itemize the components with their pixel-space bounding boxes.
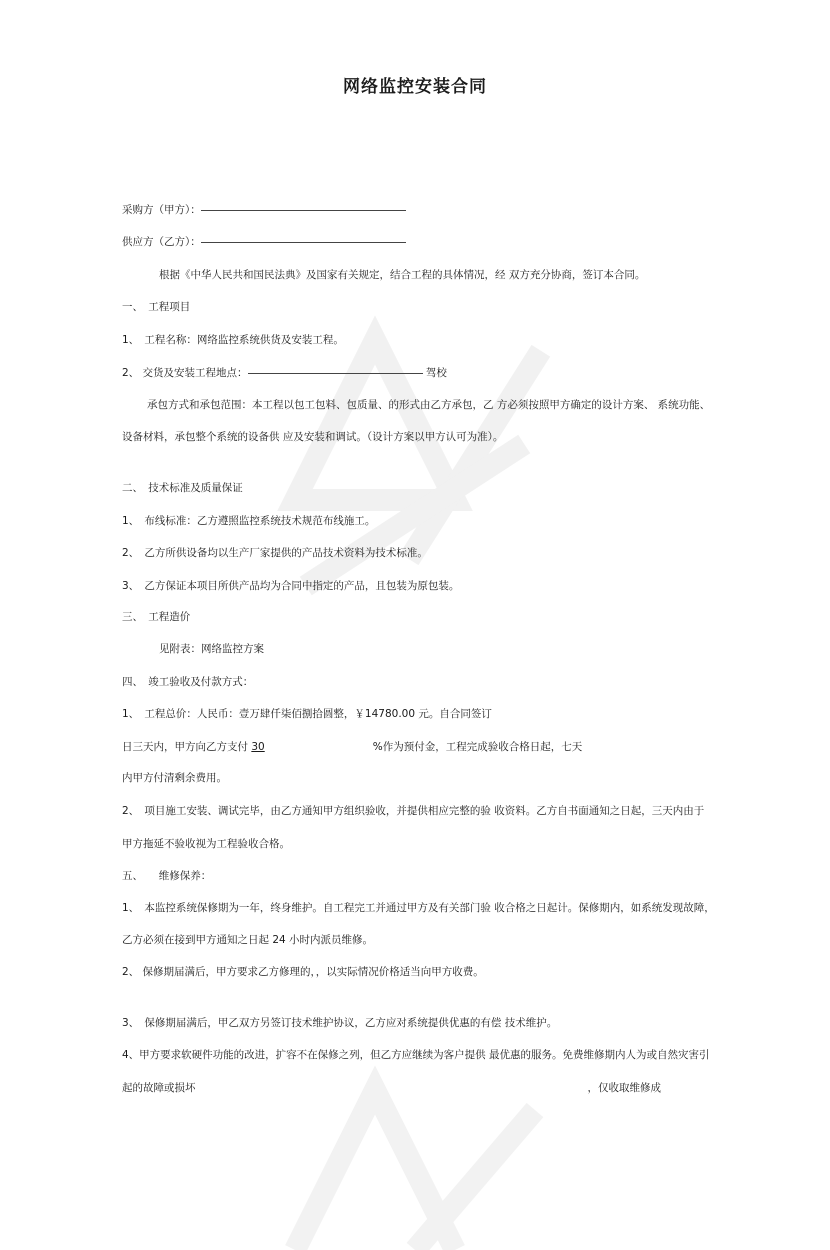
contract-title: 网络监控安装合同 [343,77,487,97]
party-a-label: 采购方（甲方）： [122,204,201,216]
section-5-item-4-line-2 [122,1081,661,1095]
damage-text-a: 起的故障或损坏 [122,1082,196,1094]
section-5-item-3: 3、 保修期届满后，甲乙双方另签订技术维护协议，乙方应对系统提供优惠的有偿 技术维护。 [122,1017,558,1029]
party-b-label: 供应方（乙方）： [122,236,201,248]
party-a-blank[interactable] [201,210,406,211]
party-b-blank[interactable] [201,242,406,243]
section-2-item-3: 3、 乙方保证本项目所供产品均为合同中指定的产品，且包装为原包装。 [122,580,460,592]
section-1-heading: 一、 工程项目 [122,301,191,313]
section-4-item-1-line-1: 1、 工程总价：人民币：壹万肆仟柒佰捌拾圆整，￥14780.00 元。自合同签订 [122,708,492,720]
section-5-heading: 五、 维修保养： [122,870,212,882]
location-label: 2、 交货及安装工程地点： [122,367,248,379]
section-3-attachment: 见附表：网络监控方案 [159,643,264,655]
intro-paragraph: 根据《中华人民共和国民法典》及国家有关规定，结合工程的具体情况，经 双方充分协商，签订本合同。 [159,269,646,281]
section-5-item-4-line-1: 4、甲方要求软硬件功能的改进，扩容不在保修之列，但乙方应继续为客户提供 最优惠的服务。免费维修期内人为或自然灾害引 [122,1049,710,1061]
section-1-item-1: 1、 工程名称：网络监控系统供货及安装工程。 [122,334,344,346]
section-5-item-1-line-2: 乙方必须在接到甲方通知之日起 24 小时内派员维修。 [122,934,374,946]
payment-text-b: %作为预付金，工程完成验收合格日起，七天 [372,741,583,753]
party-a-line [122,203,406,217]
scope-line-2: 设备材料，承包整个系统的设备供 应及安装和调试。（设计方案以甲方认可为准）。 [122,431,504,443]
section-2-heading: 二、 技术标准及质量保证 [122,482,243,494]
section-2-item-1: 1、 布线标准：乙方遵照监控系统技术规范布线施工。 [122,515,376,527]
location-blank[interactable] [248,373,423,374]
section-1-item-2 [122,366,447,380]
section-4-item-1-line-2 [122,740,582,754]
section-5-item-2: 2、 保修期届满后，甲方要求乙方修理的，，以实际情况价格适当向甲方收费。 [122,966,484,978]
section-2-item-2: 2、 乙方所供设备均以生产厂家提供的产品技术资料为技术标准。 [122,547,428,559]
section-4-heading: 四、 竣工验收及付款方式： [122,676,254,688]
section-4-item-2-line-1: 2、 项目施工安装、调试完毕，由乙方通知甲方组织验收，并提供相应完整的验 收资料。乙方自书面通知之日起，三天内由于 [122,805,705,817]
section-3-heading: 三、 工程造价 [122,611,191,623]
prepay-percent[interactable]: 30 [251,741,265,753]
payment-text-a: 日三天内，甲方向乙方支付 [122,741,252,753]
section-4-item-1-line-3: 内甲方付清剩余费用。 [122,772,227,784]
damage-text-b: ，仅收取维修成 [587,1082,661,1094]
section-5-item-1-line-1: 1、 本监控系统保修期为一年，终身维护。自工程完工并通过甲方及有关部门验 收合格之日起计。保修期内，如系统发现故障， [122,902,715,914]
watermark-shape [255,300,575,620]
party-b-line [122,235,406,249]
watermark-shape-bottom [255,1050,575,1250]
section-4-item-2-line-2: 甲方拖延不验收视为工程验收合格。 [122,838,290,850]
scope-line-1: 承包方式和承包范围：本工程以包工包料、包质量、的形式由乙方承包，乙 方必须按照甲方确定的设计方案、 系统功能、 [147,399,711,411]
location-suffix: 驾校 [425,367,447,379]
